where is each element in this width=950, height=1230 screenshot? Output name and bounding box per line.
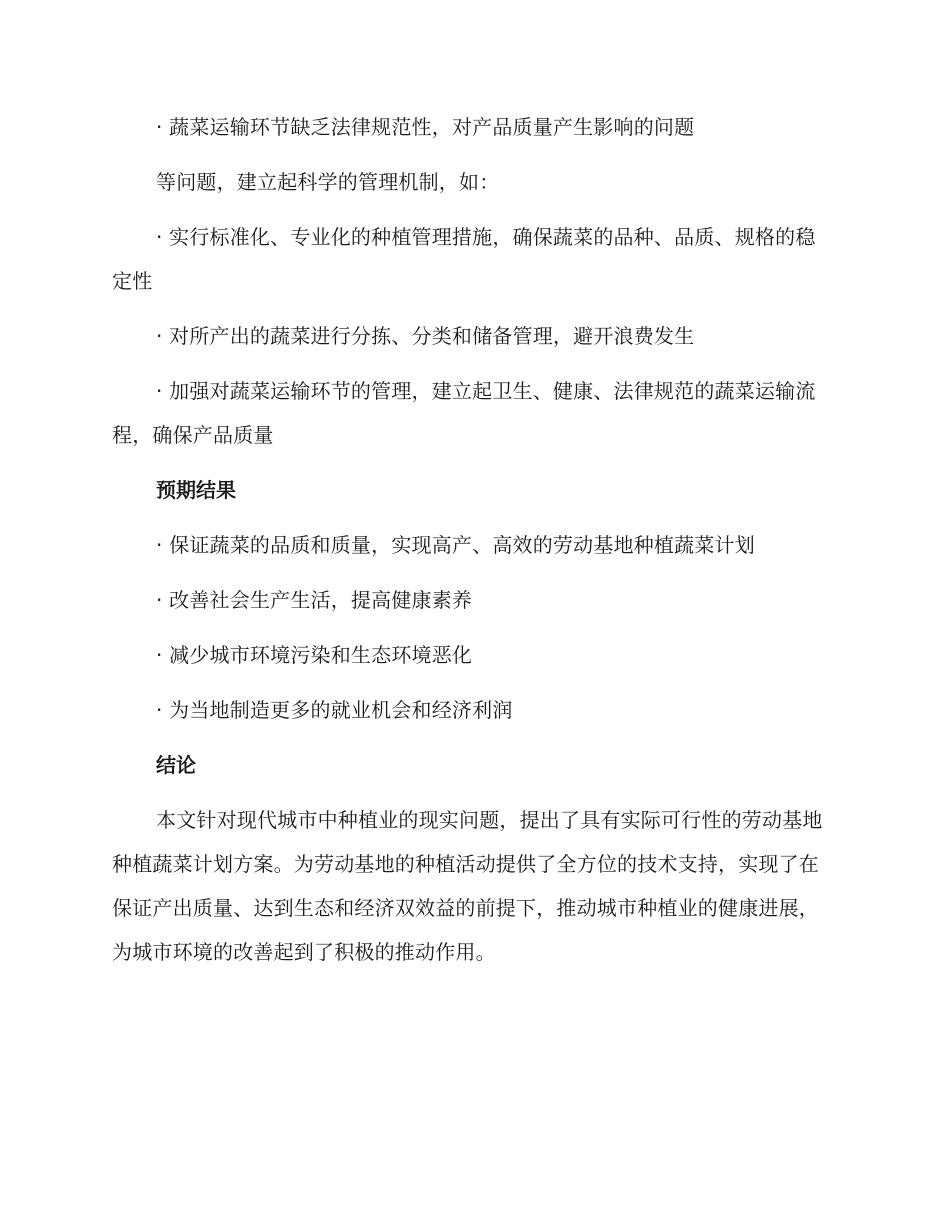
intro-management: 等问题，建立起科学的管理机制，如： [156, 170, 500, 194]
expected-item-quality: · 保证蔬菜的品质和质量，实现高产、高效的劳动基地种植蔬菜计划 [156, 533, 755, 557]
bullet-transport-legal: · 蔬菜运输环节缺乏法律规范性，对产品质量产生影响的问题 [156, 115, 695, 139]
bullet-sorting: · 对所产出的蔬菜进行分拣、分类和储备管理，避开浪费发生 [156, 324, 695, 348]
document-page [112, 105, 832, 974]
conclusion-paragraph: 本文针对现代城市中种植业的现实问题，提出了具有实际可行性的劳动基地种植蔬菜计划方案。为劳动基地的种植活动提供了全方位的技术支持，实现了在保证产出质量、达到生态和经济双效益的前提下，推动城市种植业的健康进展，为城市环境的改善起到了积极的推动作用。 [112, 808, 823, 964]
expected-item-health: · 改善社会生产生活，提高健康素养 [156, 588, 473, 612]
heading-conclusion: 结论 [156, 753, 196, 777]
heading-expected-results: 预期结果 [156, 478, 236, 502]
bullet-transport-management: · 加强对蔬菜运输环节的管理，建立起卫生、健康、法律规范的蔬菜运输流程，确保产品质量 [112, 379, 816, 447]
expected-item-environment: · 减少城市环境污染和生态环境恶化 [156, 643, 473, 667]
expected-item-employment: · 为当地制造更多的就业机会和经济利润 [156, 698, 513, 722]
bullet-standardization: · 实行标准化、专业化的种植管理措施，确保蔬菜的品种、品质、规格的稳定性 [112, 225, 816, 293]
